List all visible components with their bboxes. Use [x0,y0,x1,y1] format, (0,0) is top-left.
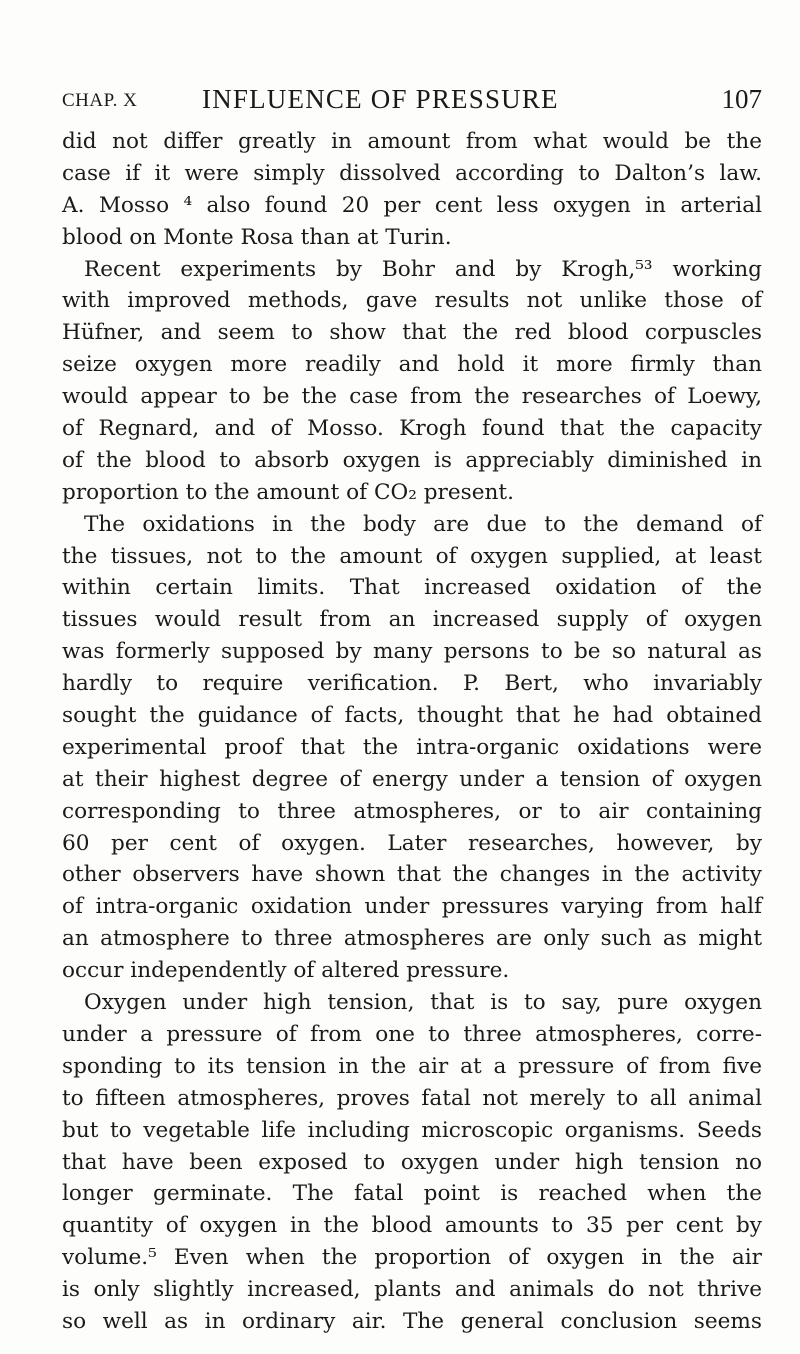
text-line: did not differ greatly in amount from what would be the [62,129,762,154]
text-line: The oxidations in the body are due to the demand of [84,511,762,537]
text-line: with improved methods, gave results not unlike those of [62,288,762,314]
chapter-label: CHAP. X [62,90,138,111]
text-line: of the blood to absorb oxygen is appreciably diminished in [62,447,762,473]
page-number: 107 [721,84,762,114]
text-line: is only slightly increased, plants and animals do not thrive [62,1277,762,1303]
text-line: so well as in ordinary air. The general conclusion seems [62,1308,762,1334]
text-line: seize oxygen more readily and hold it more firmly than [62,352,762,378]
text-line: volume.⁵ Even when the proportion of oxygen in the air [62,1245,762,1271]
text-line: tissues would result from an increased supply of oxygen [62,607,762,633]
text-line: experimental proof that the intra-organic oxidations were [62,734,762,760]
text-line: an atmosphere to three atmospheres are only such as might [62,926,762,952]
text-line: sought the guidance of facts, thought that he had obtained [62,703,762,729]
text-line: to fifteen atmospheres, proves fatal not merely to all animal [62,1085,762,1111]
text-line: A. Mosso ⁴ also found 20 per cent less oxygen in arterial [62,192,762,218]
text-line: of intra-organic oxidation under pressures varying from half [62,894,762,920]
text-line: hardly to require verification. P. Bert, who invariably [62,671,762,697]
text-line: Oxygen under high tension, that is to say, pure oxygen [84,990,762,1016]
text-line: was formerly supposed by many persons to be so natural as [62,639,762,665]
running-head [62,84,762,118]
text-line: under a pressure of from one to three atmospheres, corre- [62,1021,762,1047]
text-line: of Regnard, and of Mosso. Krogh found that the capacity [62,416,762,442]
text-line: that have been exposed to oxygen under high tension no [62,1149,762,1175]
running-title: INFLUENCE OF PRESSURE [202,84,559,114]
text-line: 60 per cent of oxygen. Later researches, however, by [62,830,762,856]
text-line: longer germinate. The fatal point is reached when the [62,1181,762,1207]
text-line: corresponding to three atmospheres, or to air containing [62,798,762,824]
text-line: sponding to its tension in the air at a pressure of from five [62,1053,762,1079]
text-line: other observers have shown that the changes in the activity [62,862,762,888]
text-line: Recent experiments by Bohr and by Krogh,⁵³ working [84,256,762,282]
text-line: would appear to be the case from the researches of Loewy, [62,384,762,410]
text-line: but to vegetable life including microscopic organisms. Seeds [62,1117,762,1143]
text-line: Hüfner, and seem to show that the red blood corpuscles [62,320,762,346]
body-text [62,126,762,1338]
text-line: the tissues, not to the amount of oxygen supplied, at least [62,543,762,569]
text-line: case if it were simply dissolved according to Dalton’s law. [62,160,762,186]
text-line: at their highest degree of energy under a tension of oxygen [62,766,762,792]
text-line: proportion to the amount of CO₂ present. [62,479,514,505]
text-line: occur independently of altered pressure. [62,958,510,984]
text-line: blood on Monte Rosa than at Turin. [62,224,452,250]
text-line: within certain limits. That increased oxidation of the [62,575,762,601]
text-line: quantity of oxygen in the blood amounts to 35 per cent by [62,1213,762,1239]
